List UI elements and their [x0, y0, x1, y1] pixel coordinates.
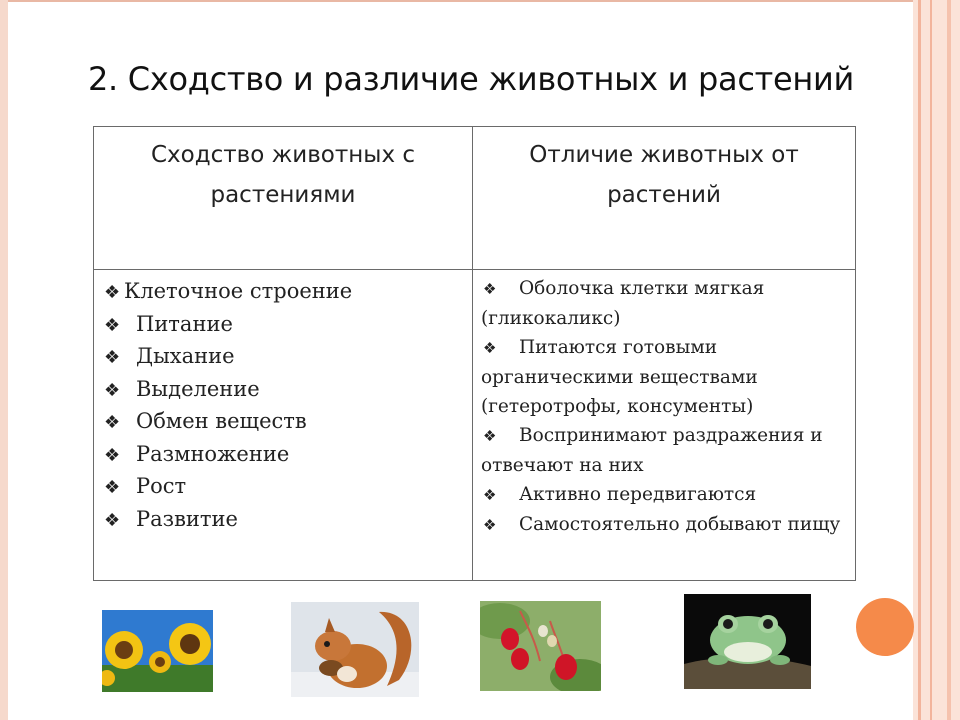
differences-list [473, 270, 855, 540]
diamond-bullet-icon: ❖ [104, 412, 121, 433]
diamond-bullet-icon: ❖ [104, 444, 121, 466]
similarity-item-text: Развитие [136, 506, 238, 531]
similarity-item [104, 276, 472, 309]
similarity-item-text: Дыхание [136, 344, 235, 368]
right-frame-line [918, 0, 921, 720]
diamond-bullet-icon: ❖ [483, 339, 497, 357]
header-similarities-label: Сходство животных с растениями [150, 142, 416, 208]
similarities-list [94, 270, 472, 536]
similarity-item [104, 309, 472, 342]
similarity-item [104, 374, 472, 407]
similarity-item-text: Размножение [136, 441, 290, 466]
header-differences [473, 127, 856, 270]
accent-circle [856, 598, 914, 656]
similarity-item [104, 341, 472, 374]
similarity-item [104, 504, 472, 537]
diamond-bullet-icon: ❖ [104, 477, 121, 498]
comparison-table [93, 126, 856, 581]
diamond-bullet-icon: ❖ [104, 347, 121, 368]
similarity-item [104, 471, 472, 504]
similarity-item-text: Обмен веществ [136, 409, 307, 433]
similarity-item [104, 406, 472, 439]
similarity-item-text: Рост [136, 474, 187, 498]
diamond-bullet-icon: ❖ [483, 516, 497, 534]
similarities-cell [94, 270, 473, 581]
similarity-item-text: Клеточное строение [124, 279, 353, 303]
top-frame-line [8, 0, 913, 2]
slide-title: 2. Сходство и различие животных и растений [88, 60, 854, 98]
difference-item [481, 480, 855, 510]
frog-image [684, 594, 811, 689]
difference-item-text: Воспринимают раздражения и отвечают на них [481, 425, 823, 476]
difference-item-text: Оболочка клетки мягкая (гликокаликс) [481, 278, 765, 329]
difference-item [481, 274, 855, 333]
right-frame-line [930, 0, 932, 720]
sunflowers-image [102, 610, 213, 692]
similarity-item-text: Питание [136, 311, 233, 336]
diamond-bullet-icon: ❖ [483, 280, 497, 298]
diamond-bullet-icon: ❖ [104, 509, 121, 531]
difference-item [481, 421, 855, 480]
similarity-item [104, 439, 472, 472]
similarity-item-text: Выделение [136, 376, 260, 401]
difference-item [481, 333, 855, 421]
squirrel-image [291, 602, 419, 697]
header-similarities [94, 127, 473, 270]
diamond-bullet-icon: ❖ [483, 427, 497, 445]
left-frame-stripe [0, 0, 8, 720]
difference-item-text: Питаются готовыми органическими веществами (гетеротрофы, консументы) [481, 337, 758, 417]
header-differences-label: Отличие животных от растений [529, 142, 799, 208]
difference-item-text: Активно передвигаются [519, 484, 757, 505]
right-frame-line [947, 0, 951, 720]
diamond-bullet-icon: ❖ [104, 314, 121, 336]
difference-item-text: Самостоятельно добывают пищу [519, 514, 841, 535]
strawberries-image [480, 601, 601, 691]
diamond-bullet-icon: ❖ [104, 282, 121, 303]
diamond-bullet-icon: ❖ [104, 379, 121, 401]
difference-item [481, 510, 855, 540]
differences-cell [473, 270, 856, 581]
diamond-bullet-icon: ❖ [483, 486, 497, 504]
